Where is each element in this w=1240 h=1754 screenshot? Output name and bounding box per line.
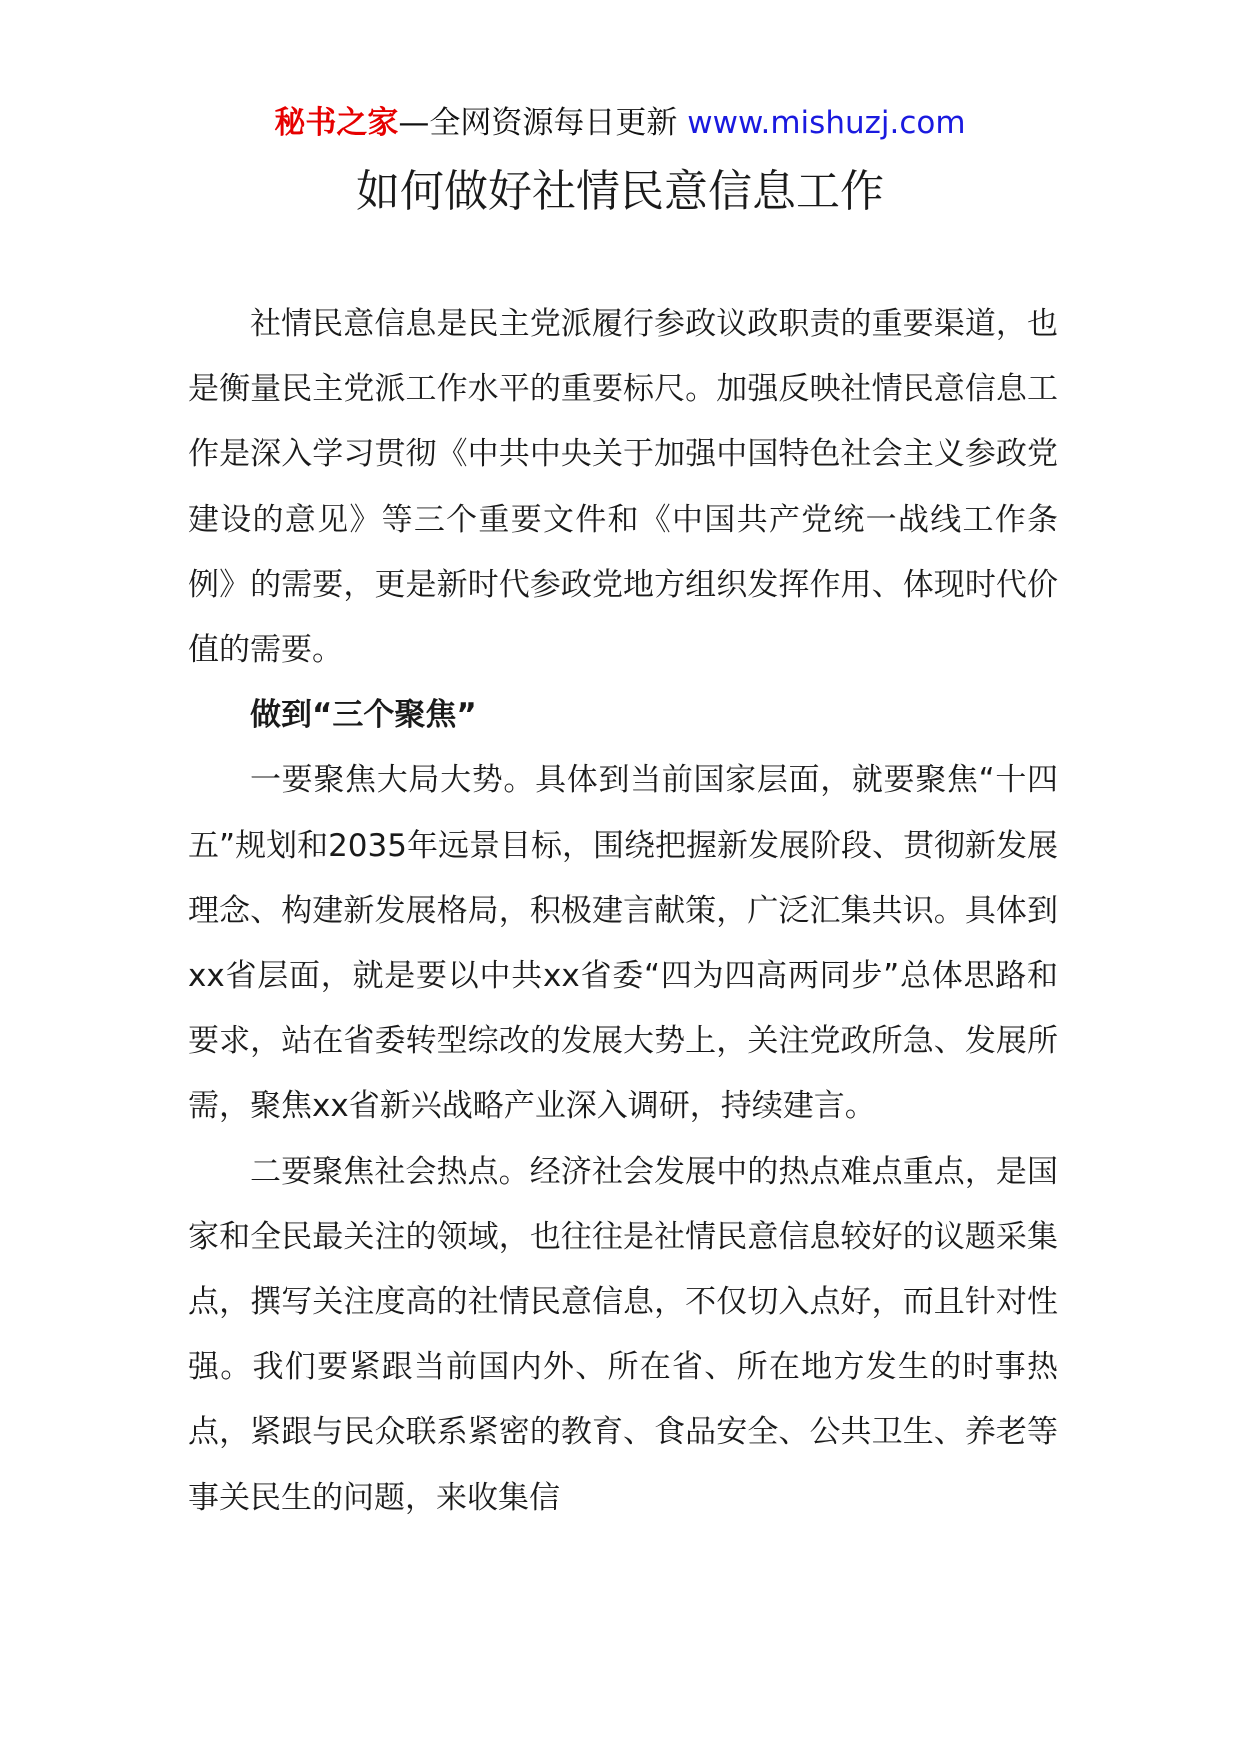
- body-paragraph: 社情民意信息是民主党派履行参政议政职责的重要渠道，也是衡量民主党派工作水平的重要标尺。加强反映社情民意信息工作是深入学习贯彻《中共中央关于加强中国特色社会主义参政党建设的意见》等三个重要文件和《中国共产党统一战线工作条例》的需要，更是新时代参政党地方组织发挥作用、体现时代价值的需要。: [188, 306, 1058, 669]
- document-title: 如何做好社情民意信息工作: [356, 166, 884, 217]
- site-url-link[interactable]: www.mishuzj.com: [687, 105, 966, 141]
- site-header: [0, 100, 1240, 146]
- site-brand: 秘书之家: [274, 105, 399, 141]
- document-body: [188, 292, 1058, 1531]
- site-tagline: —全网资源每日更新: [398, 105, 678, 141]
- body-paragraph: 一要聚焦大局大势。具体到当前国家层面，就要聚焦“十四五”规划和2035年远景目标，围绕把握新发展阶段、贯彻新发展理念、构建新发展格局，积极建言献策，广泛汇集共识。具体到xx省层面，就是要以中共xx省委“四为四高两同步”总体思路和要求，站在省委转型综改的发展大势上，关注党政所急、发展所需，聚焦xx省新兴战略产业深入调研，持续建言。: [188, 762, 1058, 1125]
- body-paragraph: 二要聚焦社会热点。经济社会发展中的热点难点重点，是国家和全民最关注的领域，也往往是社情民意信息较好的议题采集点，撰写关注度高的社情民意信息，不仅切入点好，而且针对性强。我们要紧跟当前国内外、所在省、所在地方发生的时事热点，紧跟与民众联系紧密的教育、食品安全、公共卫生、养老等事关民生的问题，来收集信: [188, 1153, 1058, 1516]
- section-heading: 做到“三个聚焦”: [250, 697, 477, 734]
